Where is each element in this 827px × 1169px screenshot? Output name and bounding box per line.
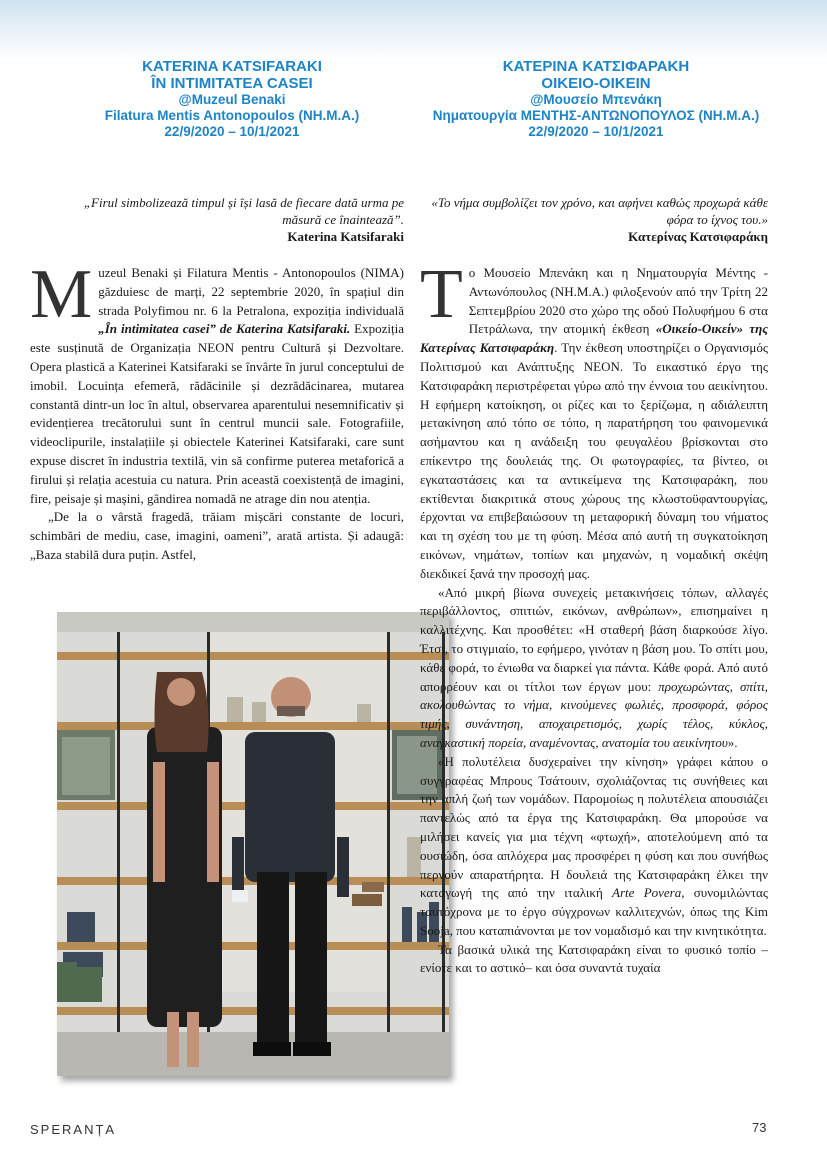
- article-gr-p3-text: «Η πολυτέλεια δυσχεραίνει την κίνηση» γράφει κάπου ο συγγραφέας Μπρους Τσάτουιν, σχολιάζοντας τις συνήθειες και την απλή ζωή των νομάδων. Παρομοίως η πολυτέλεια απουσιάζει παντελώς από τα έργα της Κατσιφαράκη. Θα μπορούσε να μιλήσει κανείς για μια τέχνη «φτωχή», αποτελούμενη από τα ουσιώδη, όσα απλόχερα μας προσφέρει η φύση και που συνήθως περνούν απαρατήρητα. Η δουλειά της Κατσιφαράκη έλκει την καταγωγή της από την ιταλική: [420, 753, 768, 901]
- header-ro-location: Filatura Mentis Antonopoulos (NH.M.A.): [104, 108, 360, 123]
- article-gr-p3-cont: , συνομιλώντας ταυτόχρονα με το έργο σύγχρονων καλλιτεχνών, όπως της Kim Sooja, που καταπιάνονται με τον νομαδισμό και την κινητικότητα.: [420, 885, 768, 938]
- header-ro-artist: KATERINA KATSIFARAKI: [142, 58, 322, 75]
- article-ro-paragraph-1: [30, 264, 404, 508]
- article-gr-exhibition-title: «Οικείο-Οικείν» της Κατερίνας Κατσιφαράκη: [420, 321, 768, 356]
- page-number: 73: [752, 1120, 767, 1135]
- article-romanian: [30, 264, 404, 614]
- header-gr-location: Νηματουργία ΜΕΝΤΗΣ-ΑΝΤΩΝΟΠΟΥΛΟΣ (ΝΗ.Μ.Α.): [432, 108, 760, 123]
- epigraph-ro-text: „Firul simbolizează timpul și își lasă de fiecare dată urma pe măsură ce înaintează”.: [83, 195, 404, 227]
- epigraph-gr-author: Κατερίνας Κατσιφαράκη: [628, 229, 768, 244]
- epigraph-ro-author: Katerina Katsifaraki: [287, 229, 404, 244]
- header-gr-title: ΟΙΚΕΙΟ-ΟΙΚΕΙΝ: [541, 75, 651, 92]
- header-ro-title: ÎN INTIMITATEA CASEI: [151, 75, 313, 92]
- top-gradient-band: [0, 0, 827, 60]
- epigraph-greek: [420, 194, 768, 245]
- article-ro-p1-text: uzeul Benaki și Filatura Mentis - Antonopoulos (NIMA) găzduiesc de marți, 22 septembrie 2020, în spațiul din strada Polyfimou nr. 6 la Petralona, expoziția individuală: [98, 265, 404, 318]
- article-ro-p1-cont: Expoziția este susținută de Organizația NEON pentru Cultură și Dezvoltare. Opera plastică a Katerinei Katsifaraki se învârte în jurul conceptului de imobil. Locuința efemeră, rădăcinile și dezrădăcinarea, mutarea constantă dintr-un loc în altul, observarea aparentului nesemnificativ și evidențierea trecătorului sunt în centrul muncii sale. Fotografiile, videoclipurile, instalațiile și obiectele Katerinei Katsifaraki, care sunt expuse discret în industria textilă, vin să confirme puterea metaforică a firului și relația acestuia cu natura. Prin această coexistență de imagini, fire, peisaje și mașini, gândirea nomadă ne atrage din nou atenția.: [30, 321, 404, 506]
- article-gr-paragraph-3: [420, 753, 768, 941]
- article-gr-works-titles: προχωρώντας, σπίτι, ακολουθώντας το νήμα, κινούμενες φωλιές, προσφορά, φόρος τιμής, συνάντηση, αποχαιρετισμός, χωρίς τέλος, κύκλος, αναγκαστική πορεία, αναμένοντας, ανατομία του αεικίνητου: [420, 678, 768, 750]
- article-gr-paragraph-1: [420, 256, 768, 584]
- header-gr-dates: 22/9/2020 – 10/1/2021: [528, 124, 664, 139]
- header-gr-venue: @Μουσείο Μπενάκη: [530, 92, 662, 107]
- exhibition-photo: [57, 612, 449, 1076]
- article-gr-p2-end: ».: [727, 734, 738, 750]
- header-gr-artist: ΚΑΤΕΡΙΝΑ ΚΑΤΣΙΦΑΡΑΚΗ: [502, 58, 690, 75]
- header-romanian: [62, 58, 402, 140]
- epigraph-romanian: [62, 194, 404, 245]
- header-greek: [420, 58, 772, 140]
- article-gr-dropcap: Τ: [420, 256, 463, 333]
- article-gr-p1-cont: . Την έκθεση υποστηρίζει ο Οργανισμός Πολιτισμού και Ανάπτυξης NEON. Το εικαστικό έργο της Κατσιφαράκη περιστρέφεται γύρω από την έννοια του αεικίνητου. Η εφήμερη κατοίκηση, οι ρίζες και το ξερίζωμα, η αδιάλειπτη μετακίνηση από τόπο σε τόπο, η παρατήρηση του φαινομενικά ασήμαντου και η ανάδειξη του φευγαλέου βρίσκονται στο επίκεντρο της δουλειάς της. Οι φωτογραφίες, τα βίντεο, οι εγκαταστάσεις και τα αντικείμενα της Κατσιφαράκη, που εκτίθενται διακριτικά στους χώρους της κλωστοϋφαντουργίας, έρχονται να επιβεβαιώσουν τη μεταφορική δύναμη του νήματος και τη σχέση του με τη φύση. Μέσα από αυτή τη συγκατοίκηση εικόνων, νημάτων, τοπίων και μηχανών, η νομαδική σκέψη διεκδικεί ξανά την προσοχή μας.: [420, 340, 768, 581]
- article-gr-paragraph-4: Τα βασικά υλικά της Κατσιφαράκη είναι το φυσικό τοπίο –ενίοτε και το αστικό– και όσα συναντά τυχαία: [420, 941, 768, 976]
- article-gr-p1-text: ο Μουσείο Μπενάκη και η Νηματουργία Μέντης - Αντωνόπουλος (ΝΗ.Μ.Α.) φιλοξενούν από την Τρίτη 22 Σεπτεμβρίου 2020 στο χώρο της οδού Πολυφήμου 6 στα Πετράλωνα, την ατομική έκθεση: [468, 265, 768, 337]
- article-gr-arte-povera: Arte Povera: [612, 885, 682, 901]
- magazine-name: SPERANȚA: [30, 1122, 117, 1137]
- header-ro-dates: 22/9/2020 – 10/1/2021: [164, 124, 300, 139]
- article-gr-paragraph-2: [420, 584, 768, 753]
- article-gr-p2-text: «Από μικρή βίωνα συνεχείς μετακινήσεις τόπων, αλλαγές περιβάλλοντος, σπιτιών, εικόνων, ανθρώπων», επισημαίνει η καλλιτέχνης. Και προσθέτει: «Η σταθερή βάση διαρκούσε λίγο. Έτσι, το στιγμιαίο, το εφήμερο, γινόταν η βάση μου. Το σπίτι μου, κάθε φορά, το ένιωθα να διαρκεί για πάντα. Κάθε φορά. Από αυτό απορρέουν και οι τίτλοι των έργων μου:: [420, 584, 768, 694]
- article-greek: [420, 256, 768, 978]
- article-ro-exhibition-title: „În intimitatea casei” de Katerina Katsifaraki.: [98, 321, 351, 337]
- header-ro-venue: @Muzeul Benaki: [178, 92, 286, 107]
- epigraph-gr-text: «Το νήμα συμβολίζει τον χρόνο, και αφήνει καθώς προχωρά κάθε φόρα το ίχνος του.»: [431, 195, 768, 227]
- article-ro-dropcap: M: [30, 264, 93, 333]
- article-ro-paragraph-2: „De la o vârstă fragedă, trăiam mișcări constante de locuri, schimbări de mediu, case, imagini, oameni”, arată artista. Și adaugă: „Baza stabilă dura puțin. Astfel,: [30, 509, 404, 562]
